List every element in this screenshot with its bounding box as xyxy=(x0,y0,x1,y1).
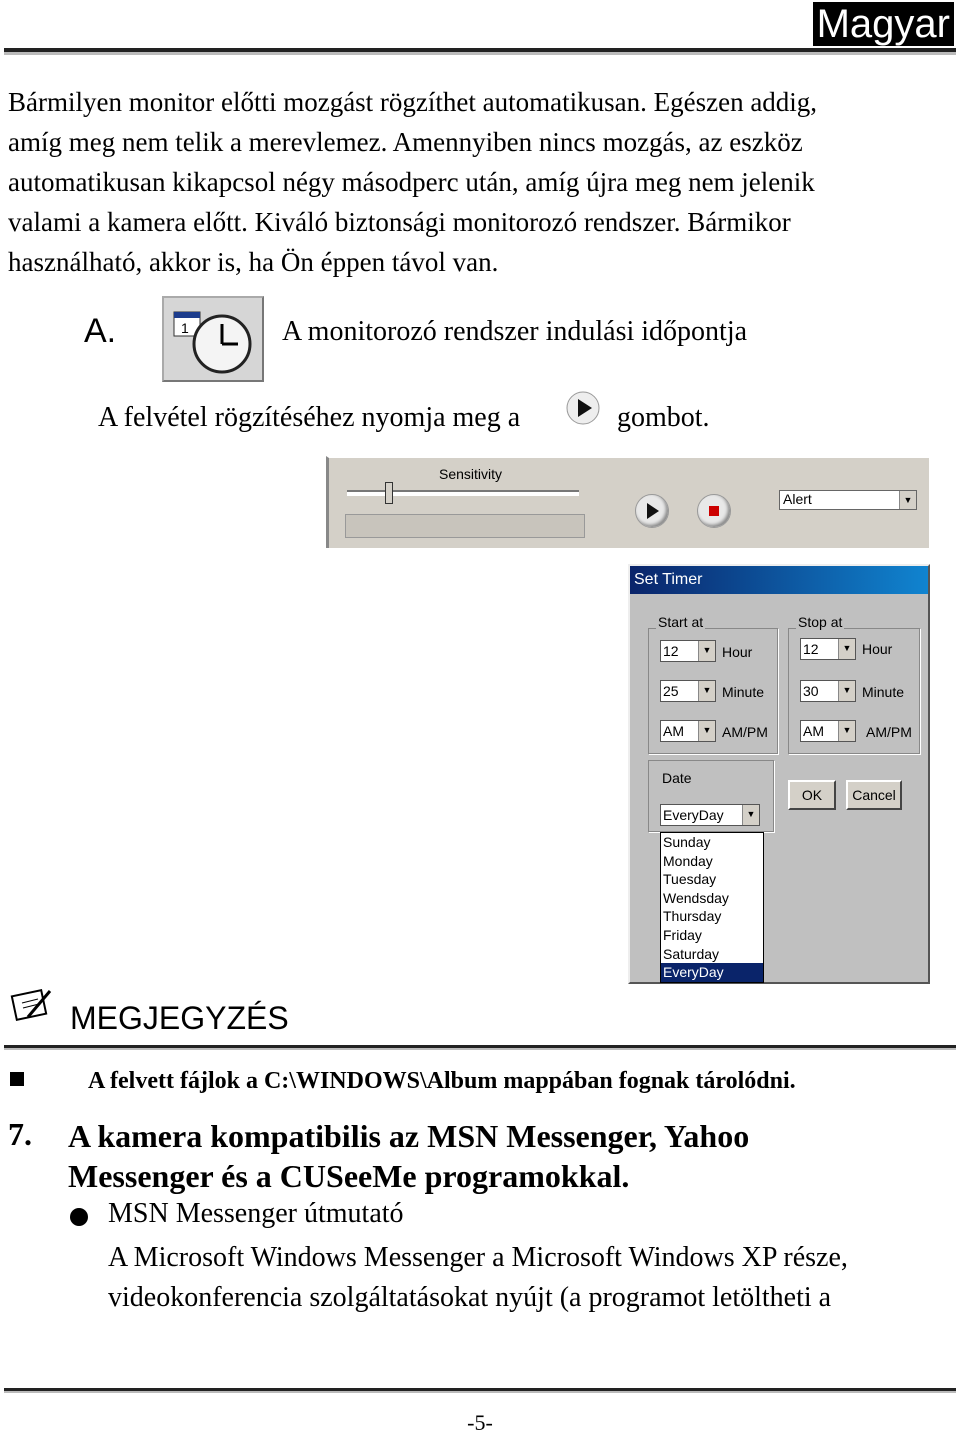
chevron-down-icon[interactable]: ▼ xyxy=(838,681,855,701)
chevron-down-icon[interactable]: ▼ xyxy=(838,721,855,741)
stop-hour-select[interactable] xyxy=(800,638,856,660)
start-ampm-value: AM xyxy=(663,723,684,739)
header-rule xyxy=(4,48,956,52)
minute-label: Minute xyxy=(862,684,905,700)
section-a-label: A. xyxy=(84,312,117,350)
dialog-title: Set Timer xyxy=(630,566,928,594)
sensitivity-label: Sensitivity xyxy=(439,466,503,482)
intro-paragraph xyxy=(8,82,928,282)
note-pencil-icon xyxy=(8,985,54,1025)
sensitivity-slider-thumb[interactable] xyxy=(385,482,393,504)
start-minute-select[interactable] xyxy=(660,680,716,702)
chevron-down-icon[interactable]: ▼ xyxy=(698,681,715,701)
set-timer-dialog xyxy=(628,564,930,984)
svg-text:1: 1 xyxy=(181,320,189,336)
date-label: Date xyxy=(662,770,692,786)
hour-label: Hour xyxy=(722,644,753,660)
record-instruction: A felvétel rögzítéséhez nyomja meg a xyxy=(98,402,521,433)
level-bar xyxy=(345,514,585,538)
stop-ampm-select[interactable] xyxy=(800,720,856,742)
msn-body xyxy=(108,1238,848,1318)
chevron-down-icon[interactable]: ▼ xyxy=(742,805,759,825)
timer-clock-icon xyxy=(162,296,264,382)
note-title: MEGJEGYZÉS xyxy=(70,1000,289,1036)
intro-line: amíg meg nem telik a merevlemez. Amennyiben nincs mozgás, az eszköz xyxy=(8,127,803,157)
day-option[interactable]: Tuesday xyxy=(663,871,717,888)
start-minute-value: 25 xyxy=(663,683,679,699)
stop-button[interactable] xyxy=(697,494,731,528)
record-instruction-end: gombot. xyxy=(617,402,710,433)
chevron-down-icon[interactable]: ▼ xyxy=(899,491,916,509)
section-7-title xyxy=(68,1116,749,1196)
round-bullet-icon xyxy=(70,1208,88,1226)
mode-select[interactable] xyxy=(779,490,917,510)
mode-select-value: Alert xyxy=(783,491,812,507)
note-rule xyxy=(4,1045,956,1048)
date-select[interactable] xyxy=(660,804,760,826)
section-7-number: 7. xyxy=(8,1116,32,1152)
ampm-label: AM/PM xyxy=(722,724,768,740)
play-icon xyxy=(565,390,601,426)
monitor-control-strip xyxy=(326,456,929,548)
date-value: EveryDay xyxy=(663,807,724,823)
start-hour-select[interactable] xyxy=(660,640,716,662)
start-at-label: Start at xyxy=(658,614,704,630)
start-hour-value: 12 xyxy=(663,643,679,659)
msn-heading: MSN Messenger útmutató xyxy=(108,1198,404,1229)
minute-label: Minute xyxy=(722,684,765,700)
play-icon xyxy=(636,495,668,527)
section-7-title-line: Messenger és a CUSeeMe programokkal. xyxy=(68,1158,630,1194)
stop-hour-value: 12 xyxy=(803,641,819,657)
section-a-title: A monitorozó rendszer indulási időpontja xyxy=(282,316,748,347)
intro-line: használható, akkor is, ha Ön éppen távol van. xyxy=(8,247,499,277)
stop-minute-select[interactable] xyxy=(800,680,856,702)
day-option-selected[interactable]: EveryDay xyxy=(661,963,763,982)
day-option[interactable]: Thursday xyxy=(663,908,722,925)
hour-label: Hour xyxy=(862,641,893,657)
msn-body-line: videokonferencia szolgáltatásokat nyújt (a programot letöltheti a xyxy=(108,1282,832,1313)
chevron-down-icon[interactable]: ▼ xyxy=(698,721,715,741)
ampm-label: AM/PM xyxy=(866,724,912,740)
msn-body-line: A Microsoft Windows Messenger a Microsoft Windows XP része, xyxy=(108,1242,848,1273)
chevron-down-icon[interactable]: ▼ xyxy=(838,639,855,659)
stop-at-label: Stop at xyxy=(798,614,843,630)
day-option[interactable]: Wendsday xyxy=(663,889,729,906)
stop-minute-value: 30 xyxy=(803,683,819,699)
intro-line: Bármilyen monitor előtti mozgást rögzíthet automatikusan. Egészen addig, xyxy=(8,87,818,117)
section-7-title-line: A kamera kompatibilis az MSN Messenger, Yahoo xyxy=(68,1118,750,1154)
day-option[interactable]: Sunday xyxy=(663,834,711,850)
date-dropdown-list xyxy=(660,832,764,983)
stop-icon xyxy=(698,495,730,527)
ok-button[interactable]: OK xyxy=(788,780,836,810)
play-button[interactable] xyxy=(635,494,669,528)
intro-line: valami a kamera előtt. Kiváló biztonsági monitorozó rendszer. Bármikor xyxy=(8,207,791,237)
square-bullet-icon xyxy=(10,1072,24,1086)
language-tab: Magyar xyxy=(813,2,954,46)
start-ampm-select[interactable] xyxy=(660,720,716,742)
day-option[interactable]: Monday xyxy=(663,852,713,869)
footer-rule xyxy=(4,1388,956,1391)
stop-ampm-value: AM xyxy=(803,723,824,739)
cancel-button[interactable]: Cancel xyxy=(846,780,902,810)
intro-line: automatikusan kikapcsol négy másodperc után, amíg újra meg nem jelenik xyxy=(8,167,815,197)
sensitivity-slider-track[interactable] xyxy=(347,490,579,496)
chevron-down-icon[interactable]: ▼ xyxy=(698,641,715,661)
page-number: -5- xyxy=(467,1410,493,1435)
day-option[interactable]: Friday xyxy=(663,926,702,943)
note-text: A felvett fájlok a C:\WINDOWS\Album mappában fognak tárolódni. xyxy=(88,1068,796,1094)
day-option[interactable]: Saturday xyxy=(663,945,720,962)
